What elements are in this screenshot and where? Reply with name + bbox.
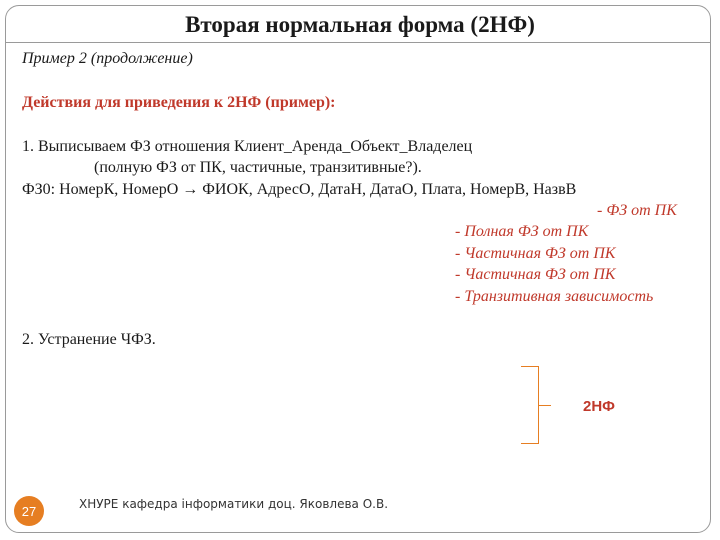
slide-title: Вторая нормальная форма (2НФ)	[185, 12, 535, 37]
slide-subtitle: Пример 2 (продолжение)	[22, 50, 193, 67]
note-transitive: - Транзитивная зависимость	[455, 288, 654, 305]
nf-label: 2НФ	[583, 398, 615, 415]
note-partial-fd-2: - Частичная ФЗ от ПК	[455, 266, 616, 283]
page-number: 27	[21, 503, 37, 519]
step-1-line-2: (полную ФЗ от ПК, частичные, транзитивные?).	[94, 159, 422, 176]
brace-pointer	[539, 405, 551, 406]
note-fd-from-pk: - ФЗ от ПК	[597, 202, 677, 219]
fd-line: ФЗ0: НомерК, НомерО → ФИОК, АдресО, ДатаН, ДатаО, Плата, НомерВ, НазвВ	[22, 181, 577, 198]
actions-heading: Действия для приведения к 2НФ (пример):	[22, 94, 336, 111]
step-2: 2. Устранение ЧФЗ.	[22, 331, 156, 348]
brace-bracket	[521, 366, 539, 444]
note-partial-fd-1: - Частичная ФЗ от ПК	[455, 245, 616, 262]
page-number-badge	[14, 496, 44, 526]
step-1-line-1: 1. Выписываем ФЗ отношения Клиент_Аренда_Объект_Владелец	[22, 138, 473, 155]
note-full-fd: - Полная ФЗ от ПК	[455, 223, 589, 240]
title-divider	[5, 42, 711, 43]
footer-text: ХНУРЕ кафедра інформатики доц. Яковлева О.В.	[79, 497, 389, 511]
